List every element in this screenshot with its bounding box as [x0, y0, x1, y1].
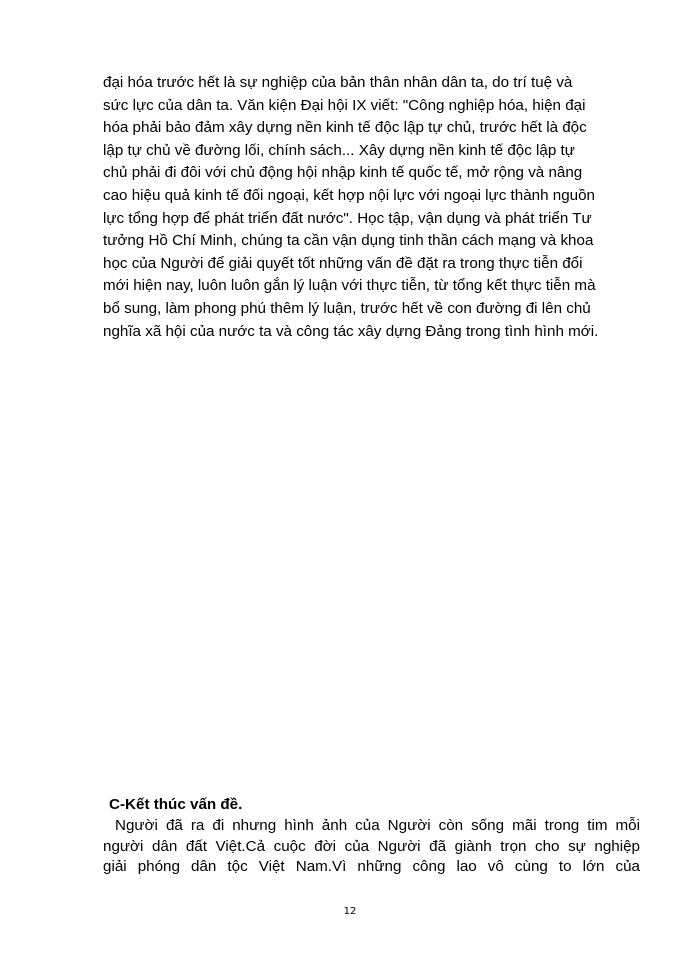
- paragraph-line: bổ sung, làm phong phú thêm lý luận, trước hết về con đường đi lên chủ: [103, 299, 591, 317]
- paragraph-line: chủ phải đi đôi với chủ động hội nhập kinh tế quốc tế, mở rộng và nâng: [103, 164, 583, 182]
- paragraph-line: hóa phải bảo đảm xây dựng nền kinh tế độc lập tự chủ, trước hết là độc: [103, 119, 587, 137]
- body-paragraph: [103, 72, 643, 343]
- paragraph-line: nghĩa xã hội của nước ta và công tác xây dựng Đảng trong tình hình mới.: [103, 322, 599, 340]
- paragraph-line: giải phóng dân tộc Việt Nam.Vì những công lao vô cùng to lớn của: [103, 858, 640, 875]
- section-heading: C-Kết thúc vấn đề.: [109, 796, 243, 813]
- paragraph-line: lực tổng hợp để phát triển đất nước". Học tập, vận dụng và phát triển Tư: [103, 209, 592, 227]
- paragraph-line: học của Người để giải quyết tốt những vấn đề đặt ra trong thực tiễn đổi: [103, 254, 583, 272]
- paragraph-line: người dân đất Việt.Cả cuộc đời của Người đã giành trọn cho sự nghiệp: [103, 837, 640, 855]
- paragraph-line: sức lực của dân ta. Văn kiện Đại hội IX viết: "Công nghiệp hóa, hiện đại: [103, 96, 586, 114]
- paragraph-line: tưởng Hồ Chí Minh, chúng ta cần vận dụng tinh thần cách mạng và khoa: [103, 232, 594, 250]
- paragraph-line: mới hiện nay, luôn luôn gắn lý luận với thực tiễn, từ tổng kết thực tiễn mà: [103, 277, 596, 295]
- paragraph-line: cao hiệu quả kinh tế đối ngoại, kết hợp nội lực với ngoại lực thành nguồn: [103, 186, 595, 204]
- page-number: 12: [343, 906, 357, 917]
- paragraph-line: đại hóa trước hết là sự nghiệp của bản thân nhân dân ta, do trí tuệ và: [103, 74, 573, 91]
- paragraph-line: Người đã ra đi nhưng hình ảnh của Người còn sống mãi trong tim mỗi: [115, 817, 640, 834]
- paragraph-line: lập tự chủ về đường lối, chính sách... Xây dựng nền kinh tế độc lập tự: [103, 141, 575, 159]
- conclusion-paragraph: [103, 816, 640, 878]
